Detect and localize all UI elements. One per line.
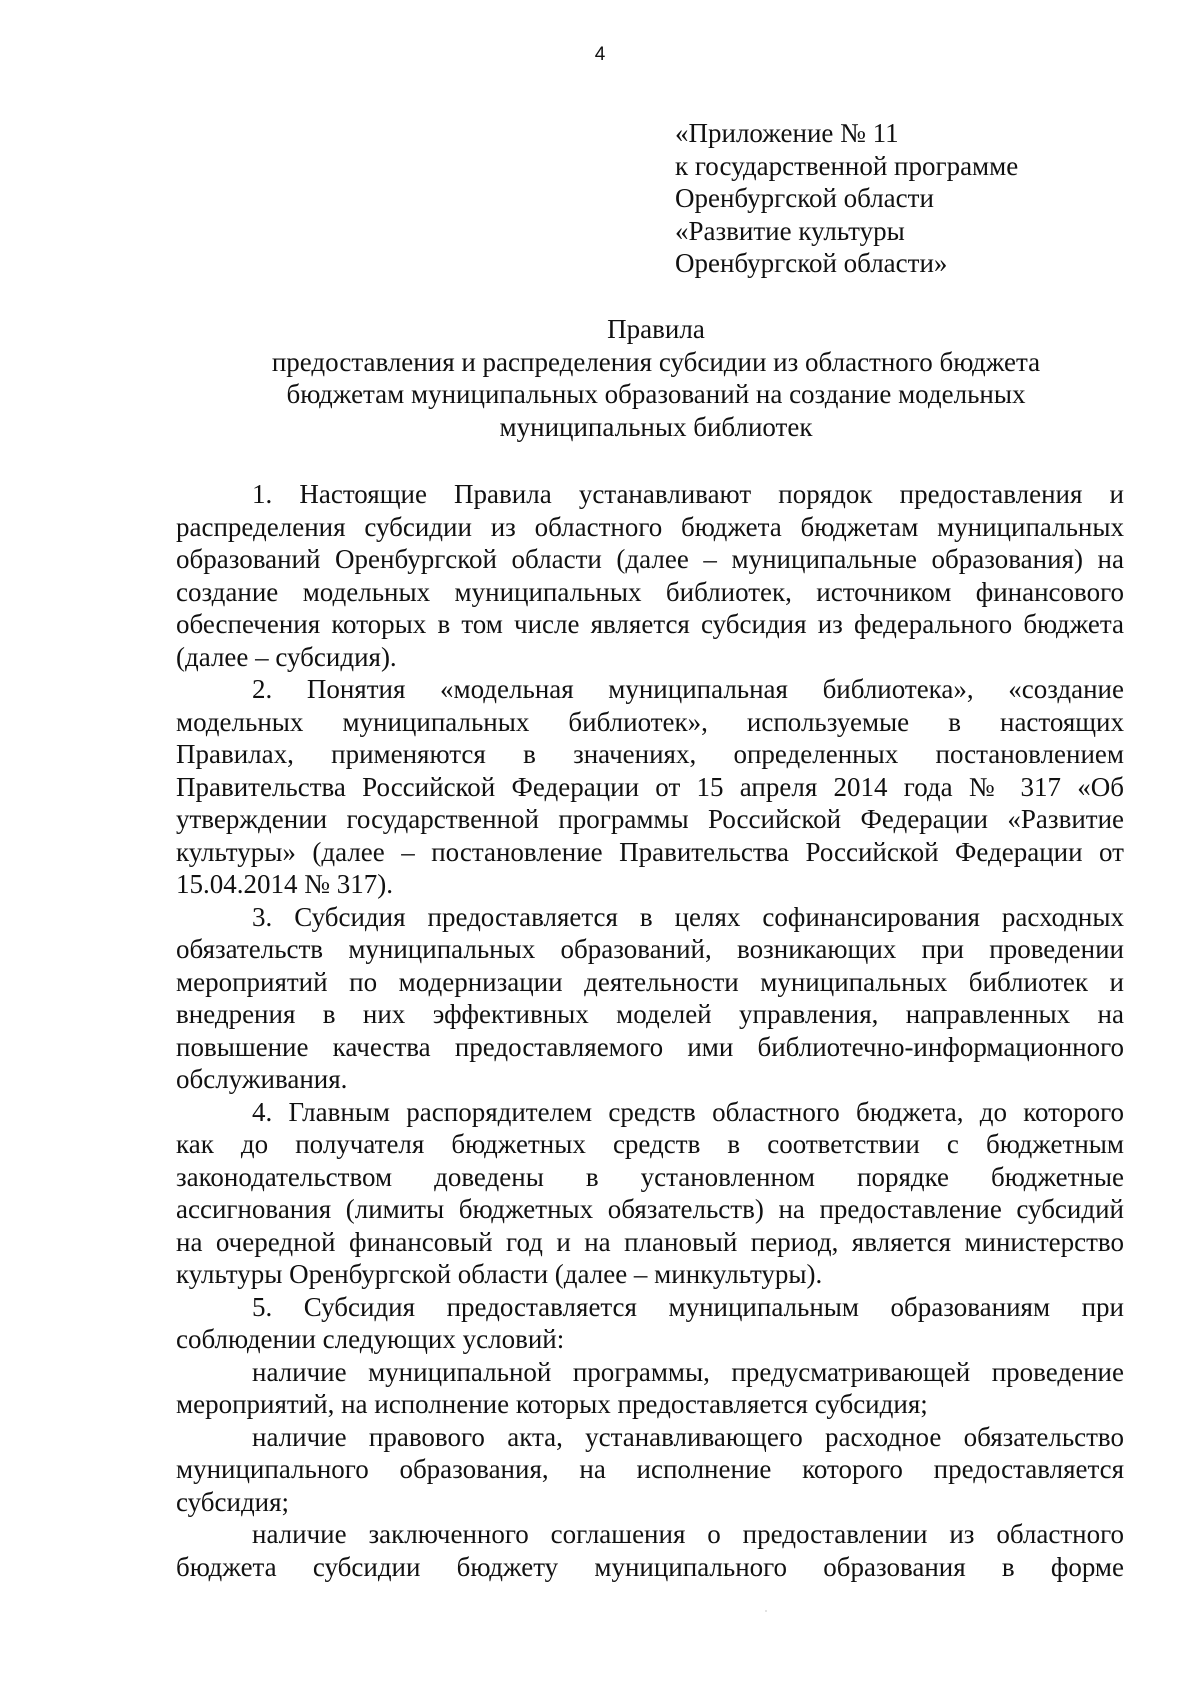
paragraph xyxy=(176,1291,1124,1356)
paragraph-line: обязательств муниципальных образований, возникающих при проведении xyxy=(176,934,1124,964)
appendix-line: Оренбургской области xyxy=(675,183,934,213)
paragraph-line: внедрения в них эффективных моделей управления, направленных на xyxy=(176,999,1124,1029)
paragraph-line: обслуживания. xyxy=(176,1064,348,1094)
appendix-header xyxy=(675,117,1115,280)
paragraph xyxy=(176,1356,1124,1421)
paragraph-line: наличие муниципальной программы, предусматривающей проведение xyxy=(252,1356,1124,1387)
paragraph xyxy=(176,1096,1124,1291)
paragraph-line: 15.04.2014 № 317). xyxy=(176,869,394,899)
paragraph-line: 2. Понятия «модельная муниципальная библиотека», «создание xyxy=(252,674,1124,704)
paragraph-line: муниципального образования, на исполнение которого предоставляется xyxy=(176,1454,1124,1484)
paragraph-line: ассигнования (лимиты бюджетных обязательств) на предоставление субсидий xyxy=(176,1194,1124,1224)
paragraph-line: утверждении государственной программы Российской Федерации «Развитие xyxy=(176,804,1124,834)
paragraph xyxy=(176,1421,1124,1519)
paragraph-line: мероприятий, на исполнение которых предоставляется субсидия; xyxy=(176,1389,928,1419)
appendix-line: к государственной программе xyxy=(675,150,1019,181)
paragraph-line: наличие заключенного соглашения о предоставлении из областного xyxy=(252,1519,1124,1549)
paragraph xyxy=(176,1518,1124,1583)
paragraph-line: Правилах, применяются в значениях, определенных постановлением xyxy=(176,739,1124,769)
paragraph xyxy=(176,478,1124,673)
appendix-line: «Развитие культуры xyxy=(675,215,905,246)
paragraph-line: культуры» (далее – постановление Правительства Российской Федерации от xyxy=(176,836,1124,867)
paragraph-line: образований Оренбургской области (далее – муниципальные образования) на xyxy=(176,544,1124,574)
paragraph-line: (далее – субсидия). xyxy=(176,641,397,672)
title-line: предоставления и распределения субсидии из областного бюджета xyxy=(271,346,1041,377)
title-line: Правила xyxy=(607,314,705,344)
title-line: бюджетам муниципальных образований на создание модельных xyxy=(286,379,1026,409)
paragraph-line: 1. Настоящие Правила устанавливают порядок предоставления и xyxy=(252,479,1124,509)
paragraph-line: 4. Главным распорядителем средств областного бюджета, до которого xyxy=(252,1096,1124,1127)
paragraph-line: культуры Оренбургской области (далее – минкультуры). xyxy=(176,1259,823,1289)
paragraph-line: Правительства Российской Федерации от 15 апреля 2014 года № 317 «Об xyxy=(176,771,1124,802)
paragraph-line: субсидия; xyxy=(176,1486,290,1517)
paragraph xyxy=(176,673,1124,901)
paragraph-line: на очередной финансовый год и на плановый период, является министерство xyxy=(176,1226,1124,1257)
paragraph-line: наличие правового акта, устанавливающего расходное обязательство xyxy=(252,1421,1124,1452)
document-title xyxy=(176,313,1136,443)
paragraph-line: модельных муниципальных библиотек», используемые в настоящих xyxy=(176,706,1124,737)
paragraph-line: распределения субсидии из областного бюджета бюджетам муниципальных xyxy=(176,511,1124,542)
paragraph-line: как до получателя бюджетных средств в соответствии с бюджетным xyxy=(176,1129,1124,1159)
paragraph-line: законодательством доведены в установленном порядке бюджетные xyxy=(176,1161,1124,1192)
paragraph-line: бюджета субсидии бюджету муниципального образования в форме xyxy=(176,1551,1124,1582)
paragraph-line: обеспечения которых в том числе является субсидия из федерального бюджета xyxy=(176,609,1124,639)
appendix-line: Оренбургской области» xyxy=(675,248,948,278)
document-body xyxy=(176,478,1124,1583)
title-line: муниципальных библиотек xyxy=(499,411,813,442)
paragraph-line: создание модельных муниципальных библиотек, источником финансового xyxy=(176,576,1124,607)
paragraph-line: повышение качества предоставляемого ими библиотечно-информационного xyxy=(176,1031,1124,1062)
paragraph-line: мероприятий по модернизации деятельности муниципальных библиотек и xyxy=(176,966,1124,997)
paragraph-line: 5. Субсидия предоставляется муниципальным образованиям при xyxy=(252,1291,1124,1322)
appendix-line: «Приложение № 11 xyxy=(675,118,899,148)
page-number: 4 xyxy=(594,44,606,65)
paragraph-line: соблюдении следующих условий: xyxy=(176,1324,565,1354)
paragraph xyxy=(176,901,1124,1096)
scan-smudge xyxy=(765,1610,767,1612)
paragraph-line: 3. Субсидия предоставляется в целях софинансирования расходных xyxy=(252,901,1124,932)
